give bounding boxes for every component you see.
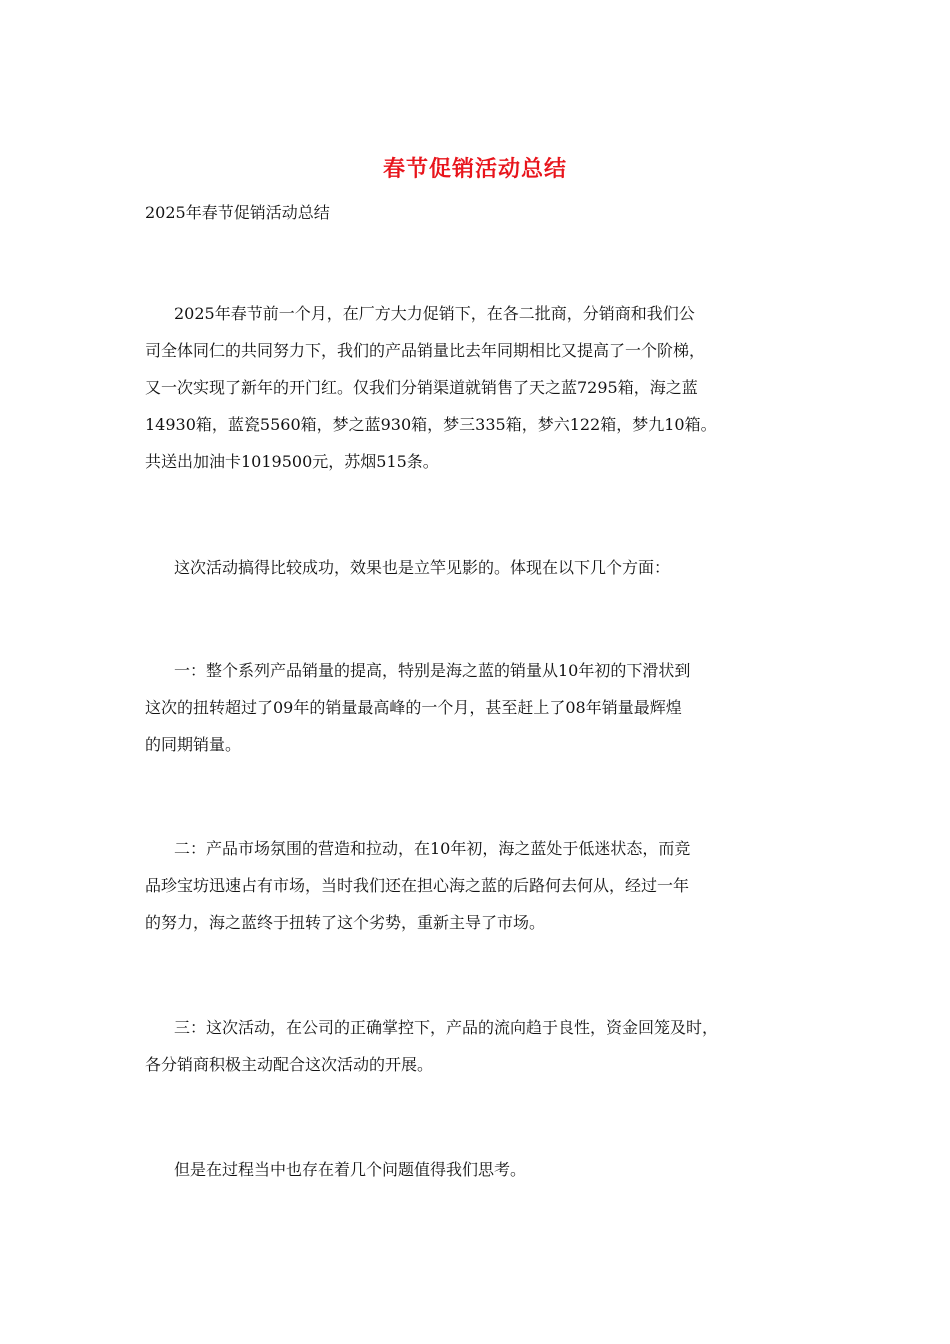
paragraph-line: 的努力，海之蓝终于扭转了这个劣势，重新主导了市场。 [145,913,546,932]
paragraph-point-three [145,1009,825,1083]
paragraph-line: 14930箱，蓝瓷5560箱，梦之蓝930箱，梦三335箱，梦六122箱，梦九10箱。 [145,415,717,434]
paragraph-line: 的同期销量。 [145,735,242,754]
paragraph-line: 品珍宝坊迅速占有市场，当时我们还在担心海之蓝的后路何去何从，经过一年 [145,876,690,895]
document-subtitle: 2025年春节促销活动总结 [145,203,330,222]
paragraph-line: 三：这次活动，在公司的正确掌控下，产品的流向趋于良性，资金回笼及时， [174,1018,719,1037]
paragraph-line: 这次的扭转超过了09年的销量最高峰的一个月，甚至赶上了08年销量最辉煌 [145,698,682,717]
paragraph-line: 但是在过程当中也存在着几个问题值得我们思考。 [174,1160,527,1179]
paragraph-sales-summary [145,295,825,480]
paragraph-line: 一：整个系列产品销量的提高，特别是海之蓝的销量从10年初的下滑状到 [174,661,691,680]
paragraph-line: 二：产品市场氛围的营造和拉动，在10年初，海之蓝处于低迷状态，而竞 [174,839,691,858]
paragraph-line: 2025年春节前一个月，在厂方大力促销下，在各二批商，分销商和我们公 [174,304,695,323]
paragraph-point-one [145,652,825,763]
paragraph-point-two [145,830,825,941]
paragraph-success-intro [145,549,825,586]
paragraph-line: 这次活动搞得比较成功，效果也是立竿见影的。体现在以下几个方面： [174,558,671,577]
paragraph-line: 司全体同仁的共同努力下，我们的产品销量比去年同期相比又提高了一个阶梯， [145,341,706,360]
paragraph-line: 各分销商积极主动配合这次活动的开展。 [145,1055,434,1074]
document-title: 春节促销活动总结 [382,156,567,182]
paragraph-issues-intro [145,1151,825,1188]
paragraph-line: 又一次实现了新年的开门红。仅我们分销渠道就销售了天之蓝7295箱，海之蓝 [145,378,698,397]
paragraph-line: 共送出加油卡1019500元，苏烟515条。 [145,452,439,471]
